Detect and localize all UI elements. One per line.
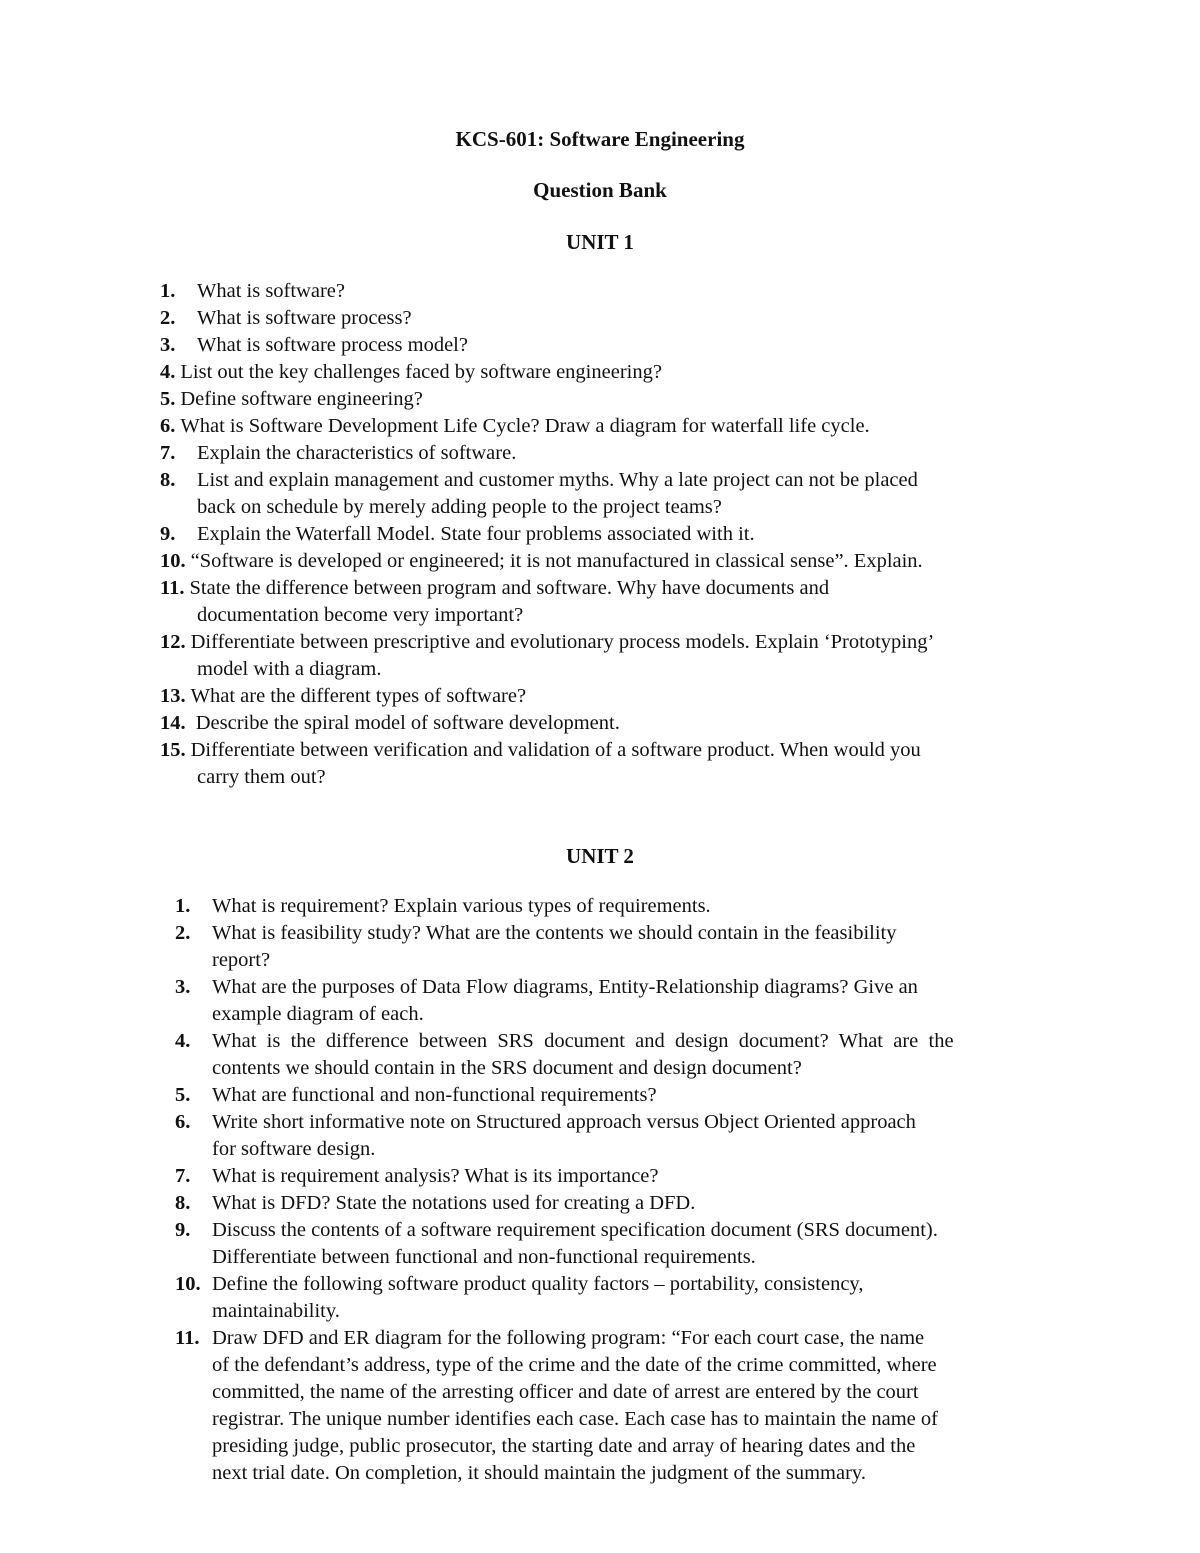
unit-1-question: [160, 467, 918, 521]
unit-1-question: [160, 332, 468, 359]
question-number: 1.: [160, 280, 176, 302]
unit-2-question: [175, 974, 918, 1028]
question-number: 2.: [160, 307, 176, 329]
question-text: What are the different types of software?: [190, 685, 527, 707]
question-text: List out the key challenges faced by software engineering?: [180, 361, 662, 383]
question-number: 7.: [160, 442, 176, 464]
question-text: What is Software Development Life Cycle? Draw a diagram for waterfall life cycle.: [180, 415, 870, 437]
question-number: 12.: [160, 631, 186, 653]
document-subtitle: Question Bank: [533, 178, 667, 202]
document-title: KCS-601: Software Engineering: [455, 127, 745, 151]
unit-1-question: [160, 305, 412, 332]
question-number: 9.: [175, 1219, 191, 1241]
unit-1-question: [160, 521, 755, 548]
question-text: Differentiate between prescriptive and evolutionary process models. Explain ‘Prototyping’: [190, 631, 935, 653]
question-number: 2.: [175, 922, 191, 944]
unit-2-question: [175, 1082, 657, 1109]
question-text: What is DFD? State the notations used for creating a DFD.: [212, 1192, 696, 1214]
question-text-continued: for software design.: [212, 1138, 376, 1160]
question-number: 8.: [160, 469, 176, 491]
unit-1-question: [160, 710, 620, 737]
question-text: Explain the Waterfall Model. State four problems associated with it.: [197, 523, 755, 545]
question-text-continued: contents we should contain in the SRS document and design document?: [212, 1057, 802, 1079]
question-text: “Software is developed or engineered; it is not manufactured in classical sense”. Explain.: [190, 550, 923, 572]
question-text-continued: committed, the name of the arresting officer and date of arrest are entered by the court: [212, 1381, 919, 1403]
unit-1-heading: UNIT 1: [566, 230, 634, 254]
question-number: 9.: [160, 523, 176, 545]
unit-1-question: [160, 386, 423, 413]
unit-1-question: [160, 413, 870, 440]
question-number: 4.: [175, 1030, 191, 1052]
question-number: 3.: [175, 976, 191, 998]
question-number: 4.: [160, 361, 176, 383]
question-number: 11.: [175, 1327, 200, 1349]
unit-2-question: [175, 1109, 916, 1163]
question-text-continued: back on schedule by merely adding people to the project teams?: [197, 496, 722, 518]
question-text-continued: example diagram of each.: [212, 1003, 424, 1025]
question-text: What is software process?: [197, 307, 412, 329]
question-number: 5.: [175, 1084, 191, 1106]
question-text-continued: model with a diagram.: [197, 658, 382, 680]
unit-2-question: [175, 1190, 695, 1217]
unit-1-question: [160, 278, 345, 305]
question-text: What is requirement? Explain various types of requirements.: [212, 895, 711, 917]
question-text: What are the purposes of Data Flow diagrams, Entity-Relationship diagrams? Give an: [212, 976, 918, 998]
question-text-continued: of the defendant’s address, type of the crime and the date of the crime committed, where: [212, 1354, 937, 1376]
unit-2-heading: UNIT 2: [566, 844, 634, 868]
unit-1-question: [160, 440, 516, 467]
question-number: 5.: [160, 388, 176, 410]
question-text: What are functional and non-functional requirements?: [212, 1084, 657, 1106]
question-text: Define the following software product quality factors – portability, consistency,: [212, 1273, 864, 1295]
unit-2-question: [175, 920, 897, 974]
unit-2-question: [175, 1271, 863, 1325]
question-text: What is requirement analysis? What is its importance?: [212, 1165, 659, 1187]
question-text-continued: report?: [212, 949, 271, 971]
unit-2-question: [175, 1028, 954, 1082]
question-number: 14.: [160, 712, 186, 734]
question-text: State the difference between program and software. Why have documents and: [189, 577, 830, 599]
question-text: Describe the spiral model of software development.: [190, 712, 620, 734]
question-number: 10.: [160, 550, 186, 572]
question-text: List and explain management and customer myths. Why a late project can not be placed: [197, 469, 918, 491]
unit-1-question: [160, 575, 829, 629]
question-text-continued: next trial date. On completion, it should maintain the judgment of the summary.: [212, 1462, 866, 1484]
question-number: 11.: [160, 577, 185, 599]
question-number: 10.: [175, 1273, 201, 1295]
question-text-continued: maintainability.: [212, 1300, 340, 1322]
unit-2-question: [175, 1163, 659, 1190]
unit-1-question: [160, 548, 923, 575]
unit-1-question: [160, 629, 934, 683]
question-text: Define software engineering?: [180, 388, 423, 410]
question-text-continued: registrar. The unique number identifies each case. Each case has to maintain the name of: [212, 1408, 938, 1430]
question-number: 6.: [175, 1111, 191, 1133]
question-number: 13.: [160, 685, 186, 707]
question-text-continued: Differentiate between functional and non-functional requirements.: [212, 1246, 756, 1268]
unit-1-question: [160, 683, 526, 710]
question-text-continued: documentation become very important?: [197, 604, 524, 626]
question-number: 7.: [175, 1165, 191, 1187]
unit-2-question: [175, 1325, 938, 1487]
question-text: What is feasibility study? What are the contents we should contain in the feasibility: [212, 922, 897, 944]
unit-1-question: [160, 359, 662, 386]
unit-2-question: [175, 1217, 938, 1271]
question-text-continued: presiding judge, public prosecutor, the starting date and array of hearing dates and the: [212, 1435, 916, 1457]
unit-1-question: [160, 737, 921, 791]
question-number: 15.: [160, 739, 186, 761]
question-number: 6.: [160, 415, 176, 437]
question-number: 1.: [175, 895, 191, 917]
question-text: What is software process model?: [197, 334, 468, 356]
question-text: What is the difference between SRS document and design document? What are the: [212, 1030, 954, 1052]
question-text: Explain the characteristics of software.: [197, 442, 517, 464]
unit-2-question: [175, 893, 711, 920]
question-text: Draw DFD and ER diagram for the following program: “For each court case, the name: [212, 1327, 925, 1349]
question-text: Differentiate between verification and validation of a software product. When would you: [190, 739, 921, 761]
question-text: Write short informative note on Structured approach versus Object Oriented approach: [212, 1111, 916, 1133]
question-number: 8.: [175, 1192, 191, 1214]
question-text-continued: carry them out?: [197, 766, 326, 788]
question-text: Discuss the contents of a software requirement specification document (SRS document).: [212, 1219, 938, 1241]
question-text: What is software?: [197, 280, 345, 302]
question-number: 3.: [160, 334, 176, 356]
